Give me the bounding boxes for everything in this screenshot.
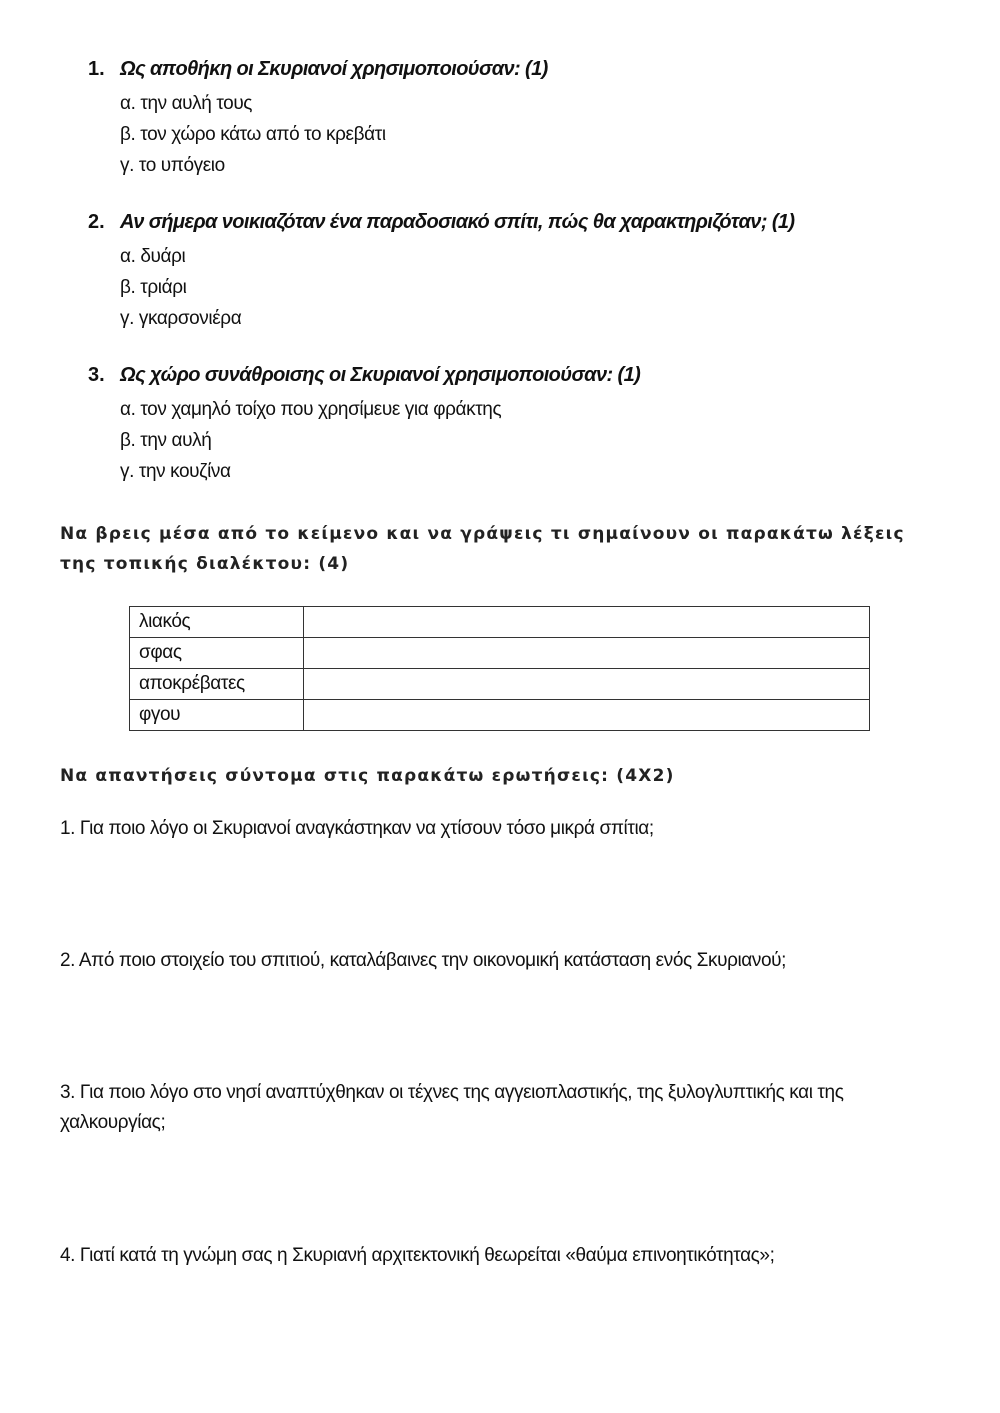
question-number: 3. xyxy=(88,364,105,386)
answer-option[interactable]: γ. το υπόγειο xyxy=(120,155,225,176)
table-row xyxy=(130,669,870,700)
question-text: Αν σήμερα νοικιαζόταν ένα παραδοσιακό σπίτι, πώς θα χαρακτηριζόταν; (1) xyxy=(120,211,795,233)
meaning-cell[interactable] xyxy=(304,607,870,638)
answer-option[interactable]: β. τριάρι xyxy=(120,277,187,298)
table-row xyxy=(130,700,870,731)
answer-option[interactable]: γ. γκαρσονιέρα xyxy=(120,308,242,329)
mc-question-1 xyxy=(88,58,968,181)
open-question-4: 4. Γιατί κατά τη γνώμη σας η Σκυριανή αρχιτεκτονική θεωρείται «θαύμα επινοητικότητας»; xyxy=(60,1245,775,1266)
open-question-3: 3. Για ποιο λόγο στο νησί αναπτύχθηκαν οι τέχνες της αγγειοπλαστικής, της ξυλογλυπτικής και της χαλκουργίας; xyxy=(60,1082,844,1133)
question-number: 2. xyxy=(88,211,105,233)
open-question-1: 1. Για ποιο λόγο οι Σκυριανοί αναγκάστηκαν να χτίσουν τόσο μικρά σπίτια; xyxy=(60,818,654,839)
meaning-cell[interactable] xyxy=(304,700,870,731)
dialect-word: φγου xyxy=(130,700,304,731)
answer-option[interactable]: β. την αυλή xyxy=(120,430,212,451)
dialect-word: σφας xyxy=(130,638,304,669)
question-text: Ως αποθήκη οι Σκυριανοί χρησιμοποιούσαν: (1) xyxy=(120,58,548,80)
meaning-cell[interactable] xyxy=(304,638,870,669)
answer-option[interactable]: α. τον χαμηλό τοίχο που χρησίμευε για φράκτης xyxy=(120,399,502,420)
dialect-word: λιακός xyxy=(130,607,304,638)
table-row xyxy=(130,638,870,669)
dialect-section-heading: Να βρεις μέσα από το κείμενο και να γράψεις τι σημαίνουν οι παρακάτω λέξεις της τοπικής διαλέκτου: (4) xyxy=(60,524,905,574)
answer-option[interactable]: α. την αυλή τους xyxy=(120,93,253,114)
meaning-cell[interactable] xyxy=(304,669,870,700)
answer-option[interactable]: γ. την κουζίνα xyxy=(120,461,231,482)
answer-option[interactable]: β. τον χώρο κάτω από το κρεβάτι xyxy=(120,124,386,145)
answer-option[interactable]: α. δυάρι xyxy=(120,246,186,267)
question-number: 1. xyxy=(88,58,105,80)
mc-question-2 xyxy=(88,211,968,334)
mc-question-3 xyxy=(88,364,968,487)
dialect-word: αποκρέβατες xyxy=(130,669,304,700)
question-text: Ως χώρο συνάθροισης οι Σκυριανοί χρησιμοποιούσαν: (1) xyxy=(120,364,641,386)
open-question-2: 2. Από ποιο στοιχείο του σπιτιού, καταλάβαινες την οικονομική κατάσταση ενός Σκυριανού; xyxy=(60,950,787,971)
short-answer-heading: Να απαντήσεις σύντομα στις παρακάτω ερωτήσεις: (4Χ2) xyxy=(60,766,675,786)
table-row xyxy=(130,607,870,638)
dialect-table xyxy=(129,606,870,731)
